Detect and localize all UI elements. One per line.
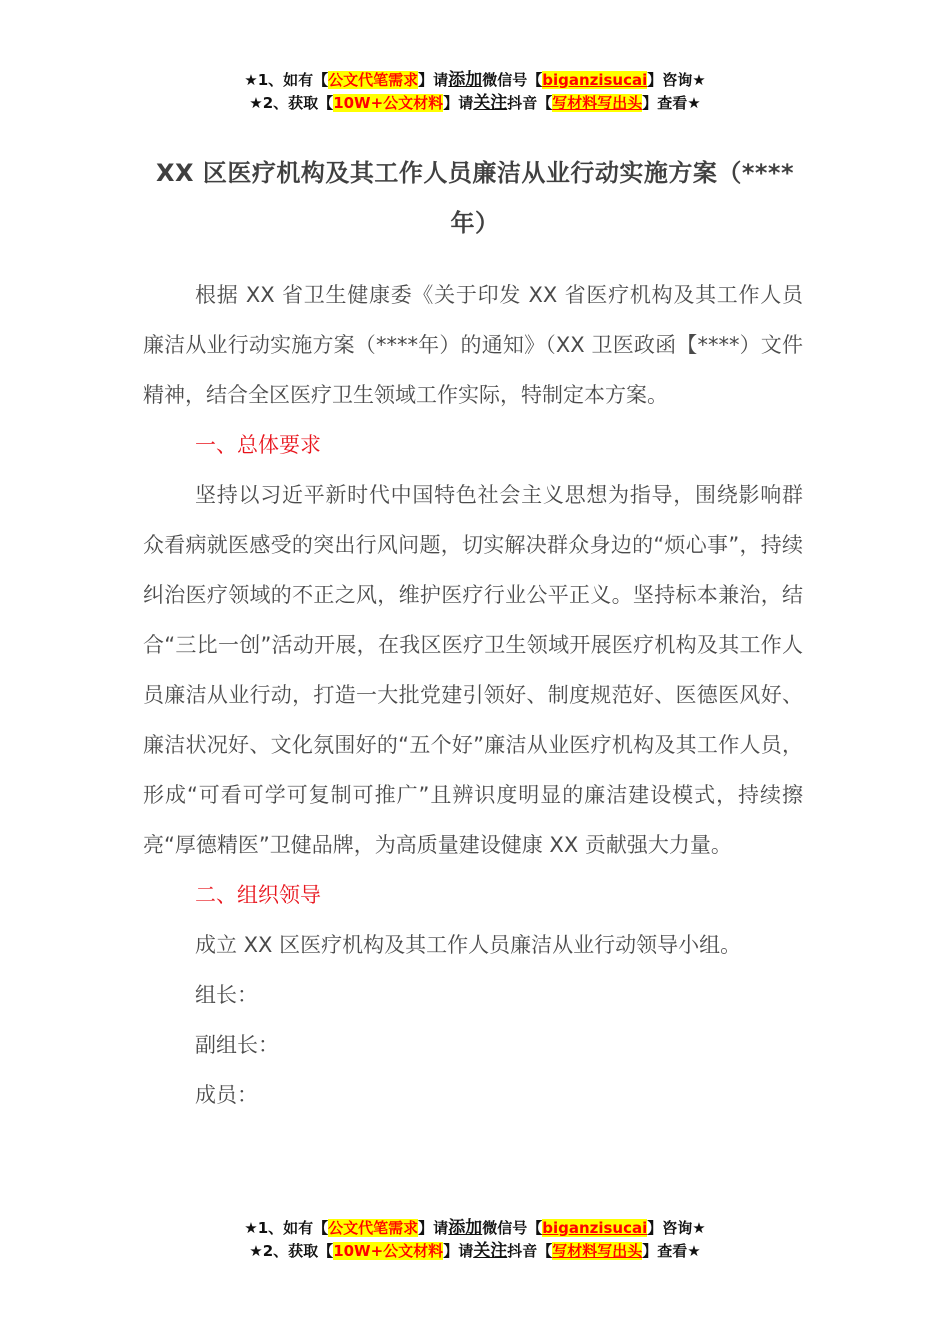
promo-banner-top xyxy=(0,69,950,115)
promo-text: ★1、如有【 xyxy=(244,71,329,89)
document-title: XX 区医疗机构及其工作人员廉洁从业行动实施方案（****年） xyxy=(155,159,795,237)
promo-text: 】查看★ xyxy=(642,94,701,112)
promo-text: 】咨询★ xyxy=(647,71,706,89)
intro-paragraph: 根据 XX 省卫生健康委《关于印发 XX 省医疗机构及其工作人员廉洁从业行动实施方案（****年）的通知》（XX 卫医政函【****）文件精神，结合全区医疗卫生领域工作实际，特制定本方案。 xyxy=(143,283,803,407)
section-heading: 一、总体要求 xyxy=(195,433,321,457)
promo-emphasis: 添加 xyxy=(448,1218,483,1238)
promo-douyin-id: 写材料写出头 xyxy=(552,94,643,112)
promo-line-2 xyxy=(0,1240,950,1263)
role-members: 成员： xyxy=(195,1083,258,1107)
promo-wechat-id: biganzisucai xyxy=(542,1219,648,1237)
promo-highlight: 公文代笔需求 xyxy=(328,1219,419,1237)
promo-banner-bottom xyxy=(0,1217,950,1263)
promo-line-2 xyxy=(0,92,950,115)
promo-text: 微信号【 xyxy=(482,71,543,89)
role-deputy-leader: 副组长： xyxy=(195,1033,279,1057)
promo-text: 】请 xyxy=(443,1242,474,1260)
promo-text: 抖音【 xyxy=(507,94,553,112)
promo-text: ★1、如有【 xyxy=(244,1219,329,1237)
section-paragraph: 成立 XX 区医疗机构及其工作人员廉洁从业行动领导小组。 xyxy=(195,933,742,957)
promo-highlight: 10W+公文材料 xyxy=(333,1242,444,1260)
promo-wechat-id: biganzisucai xyxy=(542,71,648,89)
promo-douyin-id: 写材料写出头 xyxy=(552,1242,643,1260)
promo-highlight: 公文代笔需求 xyxy=(328,71,419,89)
promo-line-1 xyxy=(0,1217,950,1240)
promo-text: ★2、获取【 xyxy=(249,94,334,112)
promo-text: 】请 xyxy=(418,71,449,89)
promo-text: 抖音【 xyxy=(507,1242,553,1260)
role-leader: 组长： xyxy=(195,983,258,1007)
promo-text: 】请 xyxy=(418,1219,449,1237)
section-paragraph: 坚持以习近平新时代中国特色社会主义思想为指导，围绕影响群众看病就医感受的突出行风问题，切实解决群众身边的“烦心事”，持续纠治医疗领域的不正之风，维护医疗行业公平正义。坚持标本兼治，结合“三比一创”活动开展，在我区医疗卫生领域开展医疗机构及其工作人员廉洁从业行动，打造一大批党建引领好、制度规范好、医德医风好、廉洁状况好、文化氛围好的“五个好”廉洁从业医疗机构及其工作人员，形成“可看可学可复制可推广”且辨识度明显的廉洁建设模式，持续擦亮“厚德精医”卫健品牌，为高质量建设健康 XX 贡献强大力量。 xyxy=(143,483,803,857)
promo-text: 】查看★ xyxy=(642,1242,701,1260)
section-heading: 二、组织领导 xyxy=(195,883,321,907)
promo-text: 】咨询★ xyxy=(647,1219,706,1237)
promo-emphasis: 关注 xyxy=(473,1241,508,1261)
promo-line-1 xyxy=(0,69,950,92)
promo-emphasis: 关注 xyxy=(473,93,508,113)
promo-text: 】请 xyxy=(443,94,474,112)
promo-text: 微信号【 xyxy=(482,1219,543,1237)
promo-text: ★2、获取【 xyxy=(249,1242,334,1260)
document-body xyxy=(143,270,803,1120)
promo-emphasis: 添加 xyxy=(448,70,483,90)
promo-highlight: 10W+公文材料 xyxy=(333,94,444,112)
